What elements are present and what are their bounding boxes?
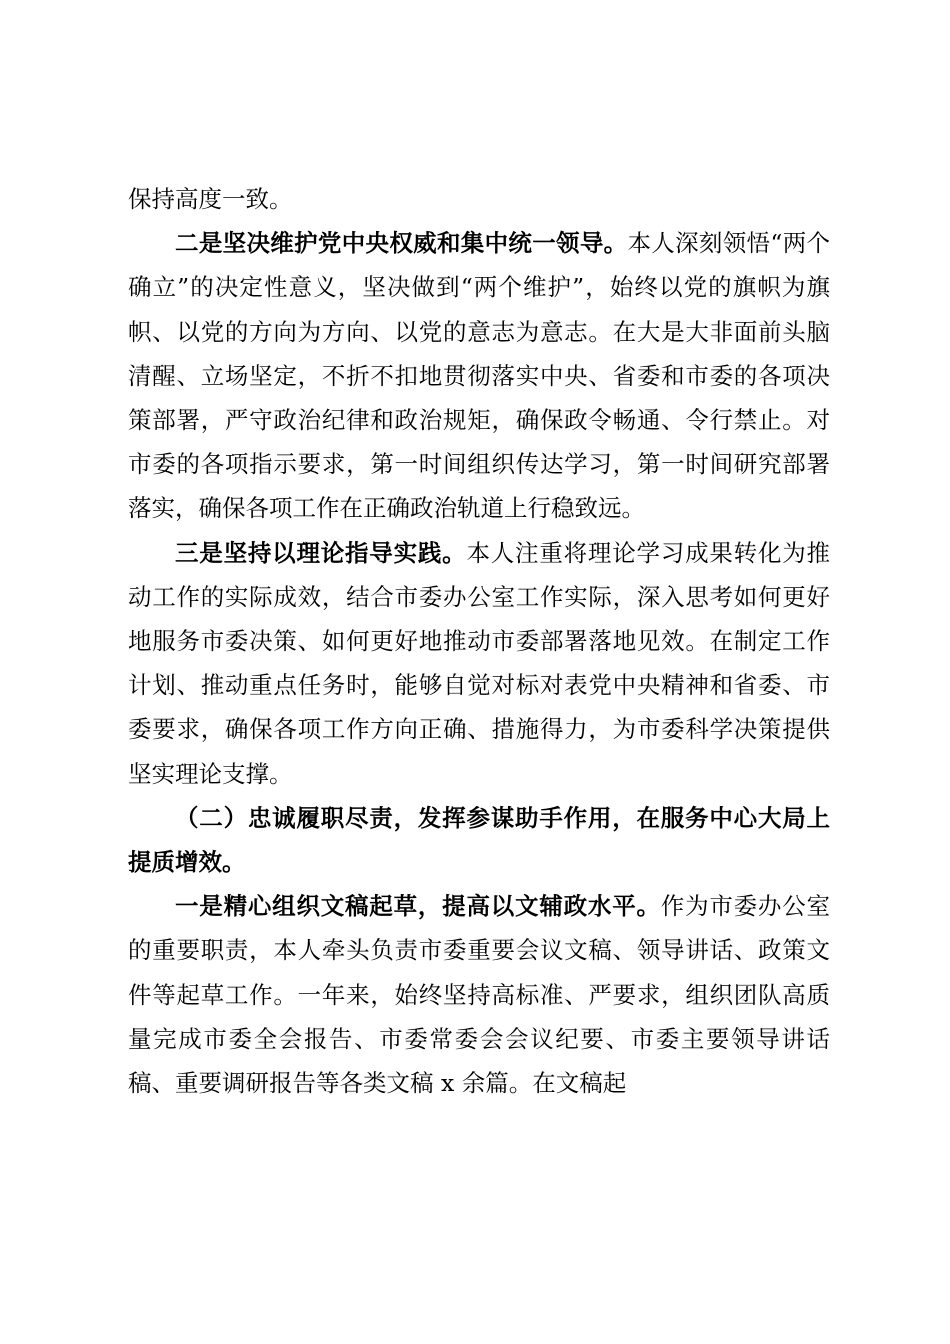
paragraph-lead: 一是精心组织文稿起草，提高以文辅政水平。 — [175, 892, 661, 921]
paragraph-body: 作为市委办公室的重要职责，本人牵头负责市委重要会议文稿、领导讲话、政策文件等起草工作。一年来，始终坚持高标准、严要求，组织团队高质量完成市委全会报告、市委常委会会议纪要、市委主要领导讲话稿、重要调研报告等各类文稿 x 余篇。在文稿起 — [128, 892, 831, 1098]
paragraph-body: 本人深刻领悟“两个确立”的决定性意义，坚决做到“两个维护”，始终以党的旗帜为旗帜、以党的方向为方向、以党的意志为意志。在大是大非面前头脑清醒、立场坚定，不折不扣地贯彻落实中央、省委和市委的各项决策部署，严守政治纪律和政治规矩，确保政令畅通、令行禁止。对市委的各项指示要求，第一时间组织传达学习，第一时间研究部署落实，确保各项工作在正确政治轨道上行稳致远。 — [128, 229, 831, 523]
document-page — [128, 177, 830, 1105]
paragraph-point-three — [128, 531, 830, 796]
paragraph-point-two — [128, 221, 830, 530]
paragraph-body: 保持高度一致。 — [128, 185, 293, 213]
section-heading: （二）忠诚履职尽责，发挥参谋助手作用，在服务中心大局上提质增效。 — [128, 803, 830, 877]
paragraph-point-one — [128, 884, 830, 1105]
paragraph-lead: 二是坚决维护党中央权威和集中统一领导。 — [175, 229, 628, 258]
paragraph-body: 本人注重将理论学习成果转化为推动工作的实际成效，结合市委办公室工作实际，深入思考如何更好地服务市委决策、如何更好地推动市委部署落地见效。在制定工作计划、推动重点任务时，能够自觉对标对表党中央精神和省委、市委要求，确保各项工作方向正确、措施得力，为市委科学决策提供坚实理论支撑。 — [128, 538, 831, 788]
paragraph-lead: 三是坚持以理论指导实践。 — [175, 538, 467, 567]
paragraph-continuation — [128, 177, 830, 221]
